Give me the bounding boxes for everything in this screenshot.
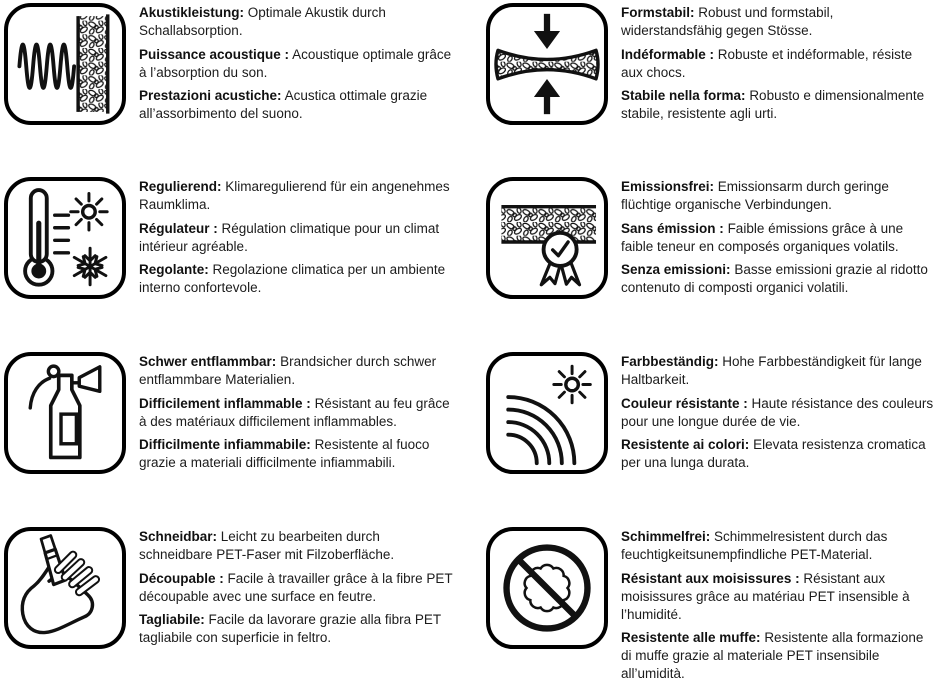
paragraph-it [621, 436, 936, 472]
feature-card-acoustic [0, 0, 468, 170]
text-de: Brandsicher durch schwer entflammbare Materialien. [139, 354, 437, 387]
low-emission-icon [486, 177, 608, 299]
paragraph-de [139, 4, 457, 40]
mold-resistance-icon [486, 527, 608, 649]
text-it: Basse emissioni grazie al ridotto contenuto di composti organici volatili. [621, 262, 928, 295]
label-it: Prestazioni acustiche: [139, 88, 282, 103]
paragraph-fr [139, 570, 457, 606]
feature-texts [621, 352, 936, 478]
label-it: Resistente alle muffe: [621, 630, 761, 645]
text-fr: Robuste et indéformable, résiste aux chocs. [621, 46, 913, 80]
shape-stability-icon [486, 3, 608, 125]
label-it: Regolante: [139, 262, 209, 277]
text-fr: Haute résistance des couleurs pour une longue durée de vie. [621, 395, 934, 429]
label-de: Farbbeständig: [621, 354, 719, 369]
feature-texts [621, 3, 936, 129]
text-it: Elevata resistenza cromatica per una lunga durata. [621, 437, 926, 470]
feature-card-cuttable [0, 510, 468, 680]
label-fr: Résistant aux moisissures : [621, 570, 800, 586]
text-de: Optimale Akustik durch Schallabsorption. [139, 5, 386, 38]
text-fr: Résistant aux moisissures grâce au matériau PET insensible à l’humidité. [621, 570, 910, 622]
paragraph-de [621, 178, 936, 214]
feature-texts [139, 177, 457, 303]
paragraph-fr [139, 220, 457, 256]
feature-card-flame-retardant [0, 340, 468, 510]
paragraph-de [621, 528, 936, 564]
label-it: Senza emissioni: [621, 262, 731, 277]
feature-texts [139, 3, 457, 129]
label-de: Akustikleistung: [139, 5, 245, 20]
label-de: Schneidbar: [139, 529, 218, 544]
text-de: Emissionsarm durch geringe flüchtige organische Verbindungen. [621, 179, 889, 212]
label-de: Schwer entflammbar: [139, 354, 277, 369]
label-fr: Couleur résistante : [621, 395, 748, 411]
paragraph-de [621, 353, 936, 389]
text-de: Robust und formstabil, widerstandsfähig gegen Stösse. [621, 5, 834, 38]
label-it: Stabile nella forma: [621, 88, 746, 103]
paragraph-de [621, 4, 936, 40]
cuttable-icon [4, 527, 126, 649]
text-it: Acustica ottimale grazie all’assorbimento del suono. [139, 88, 428, 121]
feature-card-mold-resistance [468, 510, 936, 680]
text-it: Robusto e dimensionalmente stabile, resistente agli urti. [621, 88, 925, 121]
label-fr: Difficilement inflammable : [139, 395, 311, 411]
label-it: Tagliabile: [139, 612, 205, 627]
text-fr: Régulation climatique pour un climat intérieur agréable. [139, 220, 440, 254]
paragraph-it [139, 261, 457, 297]
text-fr: Acoustique optimale grâce à l’absorption du son. [139, 46, 452, 80]
text-de: Klimaregulierend für ein angenehmes Raumklima. [139, 179, 450, 212]
text-fr: Résistant au feu grâce à des matériaux difficilement inflammables. [139, 395, 450, 429]
feature-texts [621, 177, 936, 303]
label-fr: Indéformable : [621, 46, 715, 62]
label-de: Emissionsfrei: [621, 179, 715, 194]
label-it: Resistente ai colori: [621, 437, 750, 452]
text-it: Regolazione climatica per un ambiente interno confortevole. [139, 262, 446, 295]
sound-absorption-icon [4, 3, 126, 125]
paragraph-fr [621, 395, 936, 431]
label-de: Schimmelfrei: [621, 529, 711, 544]
label-de: Regulierend: [139, 179, 222, 194]
paragraph-de [139, 528, 457, 564]
label-fr: Découpable : [139, 570, 224, 586]
text-fr: Facile à travailler grâce à la fibre PET découpable avec une surface en feutre. [139, 570, 453, 604]
paragraph-fr [139, 46, 457, 82]
label-fr: Sans émission : [621, 220, 724, 236]
paragraph-it [139, 611, 457, 647]
paragraph-it [139, 436, 457, 472]
text-de: Schimmelresistent durch das feuchtigkeitsunempfindliche PET-Material. [621, 529, 888, 562]
feature-texts [139, 527, 457, 653]
text-de: Hohe Farbbeständigkeit für lange Haltbarkeit. [621, 354, 922, 387]
paragraph-it [621, 87, 936, 123]
text-fr: Faible émissions grâce à une faible teneur en composés organiques volatils. [621, 220, 904, 254]
flame-retardant-icon [4, 352, 126, 474]
text-it: Resistente alla formazione di muffe grazie al materiale PET insensibile all’umidità. [621, 630, 924, 681]
text-de: Leicht zu bearbeiten durch schneidbare PET-Faser mit Filzoberfläche. [139, 529, 395, 562]
label-fr: Puissance acoustique : [139, 46, 290, 62]
label-it: Difficilmente infiammabile: [139, 437, 311, 452]
feature-texts [139, 352, 457, 478]
climate-regulation-icon [4, 177, 126, 299]
paragraph-fr [621, 46, 936, 82]
color-fastness-icon [486, 352, 608, 474]
paragraph-de [139, 353, 457, 389]
text-it: Resistente al fuoco grazie a materiali difficilmente infiammabili. [139, 437, 430, 470]
label-de: Formstabil: [621, 5, 695, 20]
paragraph-it [139, 87, 457, 123]
feature-card-climate-regulation [0, 170, 468, 340]
feature-card-color-fastness [468, 340, 936, 510]
paragraph-de [139, 178, 457, 214]
label-fr: Régulateur : [139, 220, 218, 236]
feature-card-low-emission [468, 170, 936, 340]
paragraph-fr [621, 220, 936, 256]
feature-texts [621, 527, 936, 689]
paragraph-it [621, 629, 936, 683]
paragraph-it [621, 261, 936, 297]
paragraph-fr [139, 395, 457, 431]
feature-card-shape-stability [468, 0, 936, 170]
text-it: Facile da lavorare grazie alla fibra PET tagliabile con superficie in feltro. [139, 612, 441, 645]
paragraph-fr [621, 570, 936, 624]
